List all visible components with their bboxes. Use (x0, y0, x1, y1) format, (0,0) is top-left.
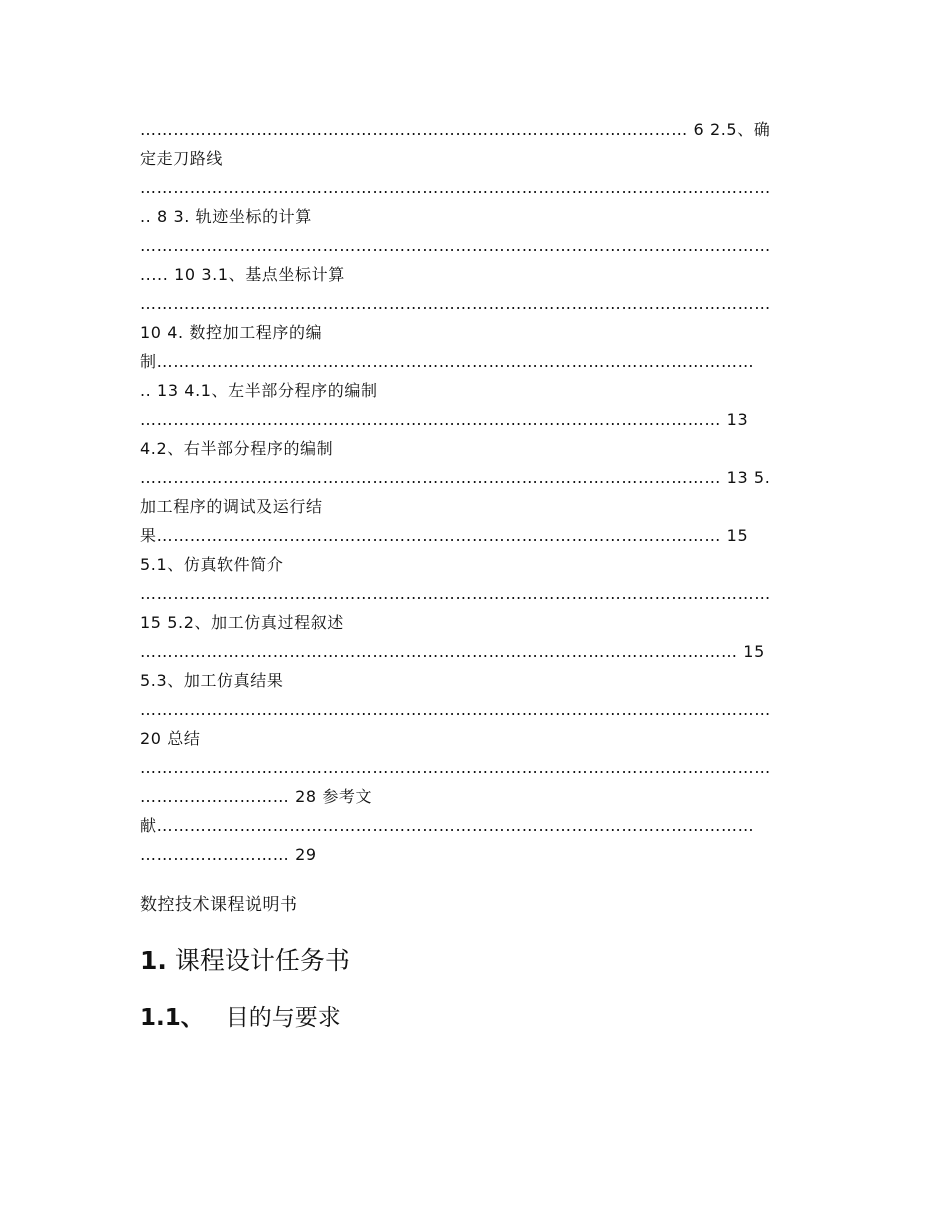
toc-line: …………………………………………………………………………………………… 13 (140, 410, 749, 429)
toc-line: .. 13 4.1、左半部分程序的编制 (140, 381, 378, 400)
toc-line: 加工程序的调试及运行结 (140, 497, 323, 516)
toc-line: 5.1、仿真软件简介 (140, 555, 284, 574)
toc-line: 10 4. 数控加工程序的编 (140, 323, 323, 342)
toc-line: 4.2、右半部分程序的编制 (140, 439, 334, 458)
toc-line: .. 8 3. 轨迹坐标的计算 (140, 207, 312, 226)
toc-line: 献……………………………………………………………………………………………… (140, 816, 755, 835)
toc-line: 果………………………………………………………………………………………… 15 (140, 526, 749, 545)
subsection-number: 1.1、 (140, 1005, 204, 1031)
section-number: 1. (140, 946, 167, 975)
section-title: 课程设计任务书 (174, 946, 350, 975)
document-subtitle: 数控技术课程说明书 (140, 895, 298, 915)
toc-line: 20 总结 (140, 729, 201, 748)
toc-line: 制……………………………………………………………………………………………… (140, 352, 755, 371)
subsection-title: 目的与要求 (225, 1005, 341, 1031)
toc-line: ……………………………………………………………………………………………… 15 (140, 642, 765, 661)
section-heading-1-1 (140, 1003, 341, 1033)
toc-line: 15 5.2、加工仿真过程叙述 (140, 613, 344, 632)
toc-line: 定走刀路线 (140, 149, 224, 168)
toc-line: 5.3、加工仿真结果 (140, 671, 284, 690)
toc-line: ……………………… 29 (140, 845, 317, 864)
toc-line: …………………………………………………………………………………………………… (140, 758, 771, 777)
toc-line: …………………………………………………………………………………………………… (140, 294, 771, 313)
toc-line: …………………………………………………………………………………………………… (140, 584, 771, 603)
section-heading-1 (140, 945, 350, 977)
toc-line: ……………………… 28 参考文 (140, 787, 373, 806)
toc-line: ..... 10 3.1、基点坐标计算 (140, 265, 345, 284)
toc-line: …………………………………………………………………………………………… 13 5. (140, 468, 771, 487)
toc-line: …………………………………………………………………………………………………… (140, 178, 771, 197)
toc-line: …………………………………………………………………………………………………… (140, 236, 771, 255)
toc-line: …………………………………………………………………………………………………… (140, 700, 771, 719)
toc-line: ……………………………………………………………………………………… 6 2.5、确 (140, 120, 771, 139)
